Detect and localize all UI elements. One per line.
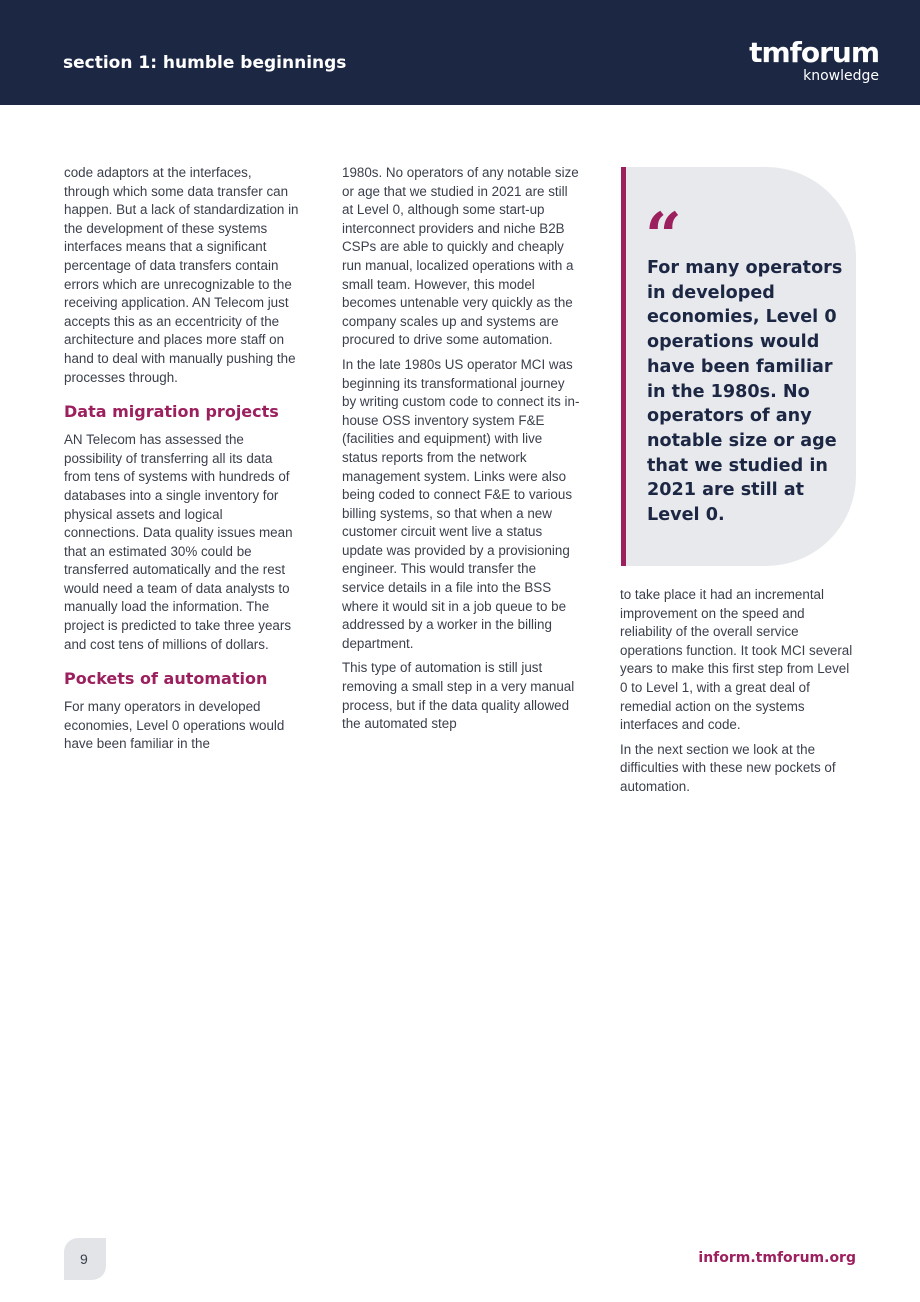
paragraph: 1980s. No operators of any notable size or age that we studied in 2021 are still at Level 0, although some start-up interconnect providers and niche B2B CSPs are able to quickly and cheaply run manual, localized operations with a small team. However, this model becomes untenable very quickly as the company scales up and systems are procured to drive some automation.	[342, 165, 579, 348]
text-column-3	[620, 586, 860, 803]
paragraph: AN Telecom has assessed the possibility of transferring all its data from tens of systems with hundreds of databases into a single inventory for physical assets and logical connections. Data quality issues mean that an estimated 30% could be transferred automatically and the rest would need a team of data analysts to manually load the information. The project is predicted to take three years and cost tens of millions of dollars.	[64, 432, 293, 652]
page-number: 9	[80, 1251, 88, 1267]
page-header	[0, 0, 920, 105]
tmforum-logo	[749, 38, 879, 84]
paragraph: In the next section we look at the difficulties with these new pockets of automation.	[620, 741, 836, 794]
paragraph: For many operators in developed economies, Level 0 operations would have been familiar in the	[64, 699, 285, 752]
heading-pockets-of-automation: Pockets of automation	[64, 669, 268, 689]
section-title: section 1: humble beginnings	[63, 53, 347, 73]
footer-link[interactable]: inform.tmforum.org	[698, 1250, 856, 1266]
paragraph: In the late 1980s US operator MCI was beginning its transformational journey by writing custom code to connect its in-house OSS inventory system F&E (facilities and equipment) with live status reports from the network management system. Links were also being coded to connect F&E to various billing systems, so that when a new customer circuit went live a status update was provided by a provisioning engineer. This would transfer the service details in a file into the BSS where it would sit in a job queue to be addressed by a worker in the billing department.	[342, 356, 580, 651]
text-column-2	[342, 164, 580, 740]
logo-subtitle: knowledge	[803, 68, 879, 84]
logo-wordmark: tmforum	[749, 36, 879, 69]
heading-data-migration: Data migration projects	[64, 402, 279, 422]
paragraph: to take place it had an incremental improvement on the speed and reliability of the overall service operations function. It took MCI several years to make this first step from Level 0 to Level 1, with a great deal of remedial action on the systems interfaces and code.	[620, 587, 853, 733]
pull-quote-accent-bar	[621, 167, 626, 566]
paragraph: code adaptors at the interfaces, through which some data transfer can happen. But a lack of standardization in the development of these systems interfaces means that a significant percentage of data transfers contain errors which are unrecognizable to the receiving application. AN Telecom just accepts this as an eccentricity of the architecture and places more staff on hand to deal with manually pushing the processes through.	[64, 165, 299, 385]
paragraph: This type of automation is still just removing a small step in a very manual process, but if the data quality allowed the automated step	[342, 660, 575, 732]
quotation-mark-icon: “	[645, 199, 682, 274]
pull-quote-text: For many operators in developed economies, Level 0 operations would have been familiar in the 1980s. No operators of any notable size or age that we studied in 2021 are still at Level 0.	[647, 258, 843, 526]
text-column-1	[64, 164, 300, 760]
